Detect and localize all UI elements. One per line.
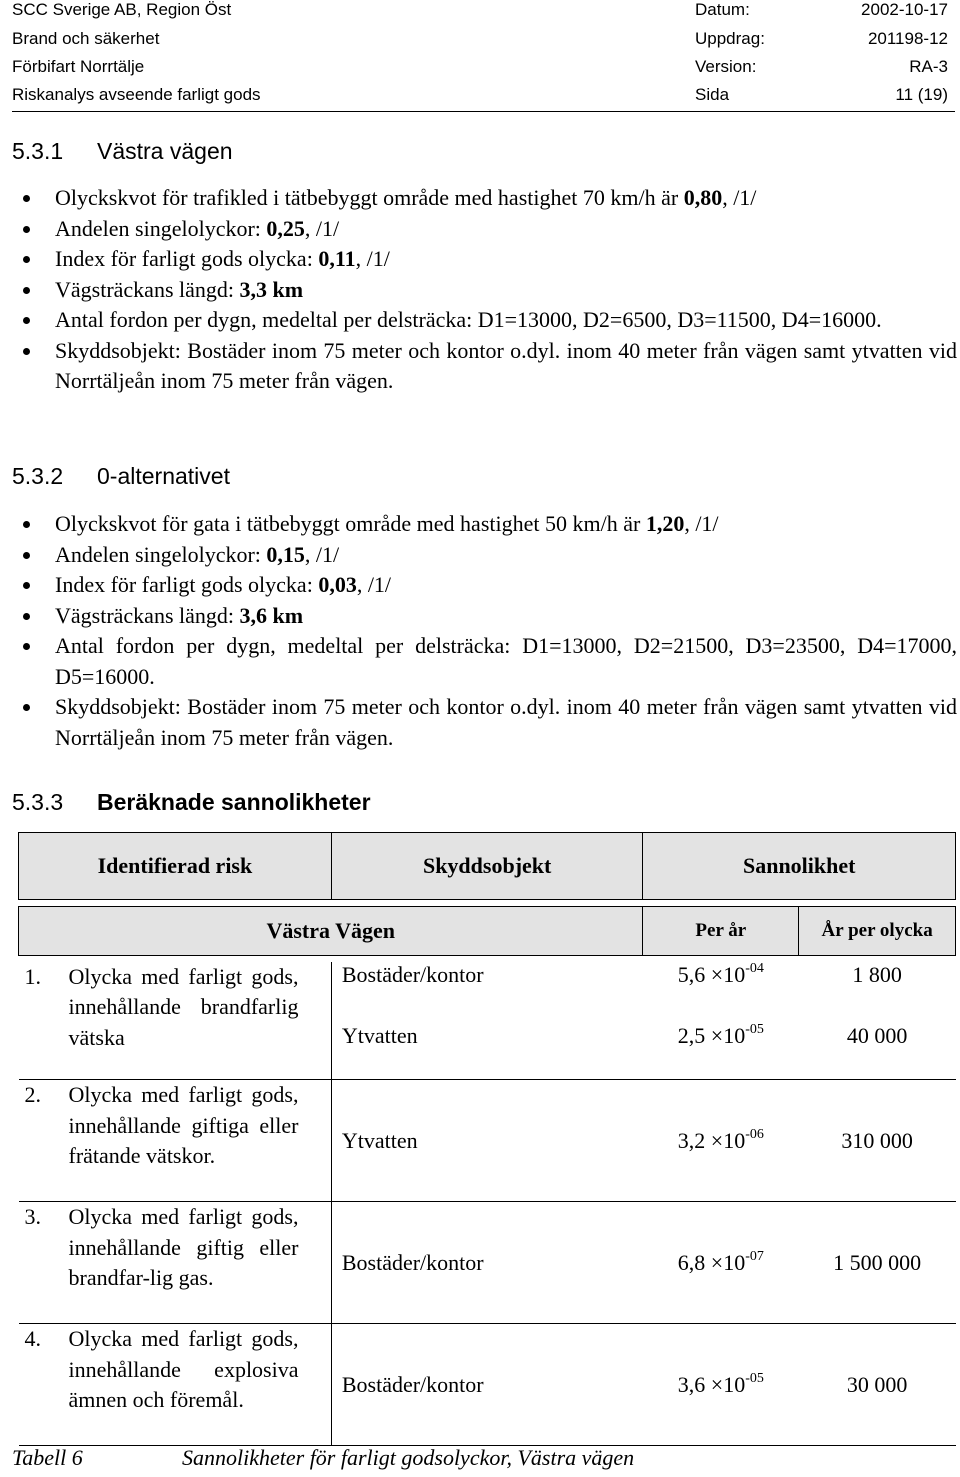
caption-text: Sannolikheter för farligt godsolyckor, Västra vägen	[182, 1445, 635, 1470]
per-year-cell: $5,6 \times 10^{-04}$	[677, 960, 764, 987]
header-page-label: Sida	[695, 85, 730, 104]
header-assignment-value: 201198-12	[867, 29, 948, 48]
list-item: Skyddsobjekt: Bostäder inom 75 meter och kontor o.dyl. inom 40 meter från vägen samt ytvatten vid Norrtäljeån inom 75 meter från vägen.	[12, 336, 957, 397]
header-row-company	[12, 0, 948, 28]
list-item: Index för farligt gods olycka: 0,11, /1/	[12, 244, 957, 275]
years-cell: 1 500 000	[799, 1202, 956, 1324]
list-item: Vägsträckans längd: 3,6 km	[12, 601, 957, 632]
table-row	[19, 1202, 956, 1324]
section-number: 5.3.1	[12, 138, 64, 164]
column-header-risk: Identifierad risk	[19, 833, 332, 900]
header-document-title: Riskanalys avseende farligt gods	[12, 85, 261, 104]
header-version-value: RA-3	[909, 57, 948, 76]
years-cell: 1 800	[852, 961, 902, 987]
header-row-document	[12, 85, 948, 113]
bullet-list-vastra-vagen	[12, 183, 957, 397]
per-year-cell: $2,5 \times 10^{-05}$	[643, 1023, 799, 1080]
bullet-icon	[23, 348, 30, 355]
object-cell: Bostäder/kontor	[331, 1324, 643, 1446]
header-row-department	[12, 29, 948, 57]
list-item: Skyddsobjekt: Bostäder inom 75 meter och kontor o.dyl. inom 40 meter från vägen samt ytvatten vid Norrtäljeån inom 75 meter från vägen.	[12, 692, 957, 753]
header-page-value: 11 (19)	[895, 85, 948, 104]
header-date-label: Datum:	[695, 0, 750, 19]
bullet-icon	[23, 287, 30, 294]
road-name: Västra Vägen	[19, 907, 643, 956]
caption-label: Tabell 6	[12, 1445, 83, 1470]
table-subheader-row	[19, 907, 956, 956]
probability-table	[18, 832, 958, 1446]
table-row	[19, 1080, 956, 1202]
risk-cell: 2. Olycka med farligt gods, innehållande giftiga eller frätande vätskor.	[19, 1080, 332, 1202]
section-title: 0-alternativet	[97, 463, 230, 489]
section-title: Västra vägen	[97, 138, 233, 164]
section-title: Beräknade sannolikheter	[97, 789, 371, 815]
section-number: 5.3.2	[12, 463, 64, 489]
list-item: Antal fordon per dygn, medeltal per delsträcka: D1=13000, D2=21500, D3=23500, D4=17000, D5=16000.	[12, 631, 957, 692]
header-project: Förbifart Norrtälje	[12, 57, 145, 76]
section-heading-vastra-vagen	[12, 138, 233, 165]
object-cell: Ytvatten	[331, 1080, 643, 1202]
header-department: Brand och säkerhet	[12, 29, 160, 48]
risk-cell: 3. Olycka med farligt gods, innehållande giftig eller brandfar-lig gas.	[19, 1202, 332, 1324]
per-year-cell: $6,8 \times 10^{-07}$	[643, 1202, 799, 1324]
bullet-icon	[23, 226, 30, 233]
object-cell: Ytvatten	[331, 1023, 643, 1080]
header-version-label: Version:	[695, 57, 757, 76]
list-item: Andelen singelolyckor: 0,25, /1/	[12, 214, 957, 245]
column-header-years-per-accident: År per olycka	[799, 907, 956, 956]
list-item: Index för farligt gods olycka: 0,03, /1/	[12, 570, 957, 601]
list-item: Olyckskvot för gata i tätbebyggt område med hastighet 50 km/h är 1,20, /1/	[12, 509, 957, 540]
table-caption	[12, 1445, 634, 1471]
header-row-project	[12, 57, 948, 85]
years-cell: 310 000	[799, 1080, 956, 1202]
bullet-icon	[23, 317, 30, 324]
years-cell: 30 000	[799, 1324, 956, 1446]
header-assignment-label: Uppdrag:	[695, 29, 765, 48]
bullet-icon	[23, 613, 30, 620]
column-header-per-year: Per år	[643, 907, 799, 956]
section-heading-sannolikheter	[12, 789, 371, 816]
header-divider	[12, 111, 955, 112]
table-header-row	[19, 833, 956, 900]
table-row	[19, 962, 956, 1023]
bullet-list-0-alternativet	[12, 509, 957, 753]
per-year-cell: $3,2 \times 10^{-06}$	[643, 1080, 799, 1202]
bullet-icon	[23, 521, 30, 528]
risk-cell: 1. Olycka med farligt gods, innehållande brandfarlig vätska	[19, 962, 332, 1080]
column-header-probability: Sannolikhet	[643, 833, 956, 900]
table-row	[19, 1324, 956, 1446]
list-item: Olyckskvot för trafikled i tätbebyggt område med hastighet 70 km/h är 0,80, /1/	[12, 183, 957, 214]
section-number: 5.3.3	[12, 789, 64, 815]
header-date-value: 2002-10-17	[861, 0, 948, 19]
object-cell: Bostäder/kontor	[341, 961, 484, 987]
header-company: SCC Sverige AB, Region Öst	[12, 0, 232, 19]
years-cell: 40 000	[799, 1023, 956, 1080]
bullet-icon	[23, 704, 30, 711]
list-item: Andelen singelolyckor: 0,15, /1/	[12, 540, 957, 571]
list-item: Vägsträckans längd: 3,3 km	[12, 275, 957, 306]
risk-cell: 4. Olycka med farligt gods, innehållande explosiva ämnen och föremål.	[19, 1324, 332, 1446]
bullet-icon	[23, 582, 30, 589]
list-item: Antal fordon per dygn, medeltal per delsträcka: D1=13000, D2=6500, D3=11500, D4=16000.	[12, 305, 957, 336]
object-cell: Bostäder/kontor	[331, 1202, 643, 1324]
column-header-object: Skyddsobjekt	[331, 833, 643, 900]
per-year-cell: $3,6 \times 10^{-05}$	[643, 1324, 799, 1446]
bullet-icon	[23, 195, 30, 202]
bullet-icon	[23, 643, 30, 650]
section-heading-0-alternativet	[12, 463, 230, 490]
bullet-icon	[23, 552, 30, 559]
bullet-icon	[23, 256, 30, 263]
